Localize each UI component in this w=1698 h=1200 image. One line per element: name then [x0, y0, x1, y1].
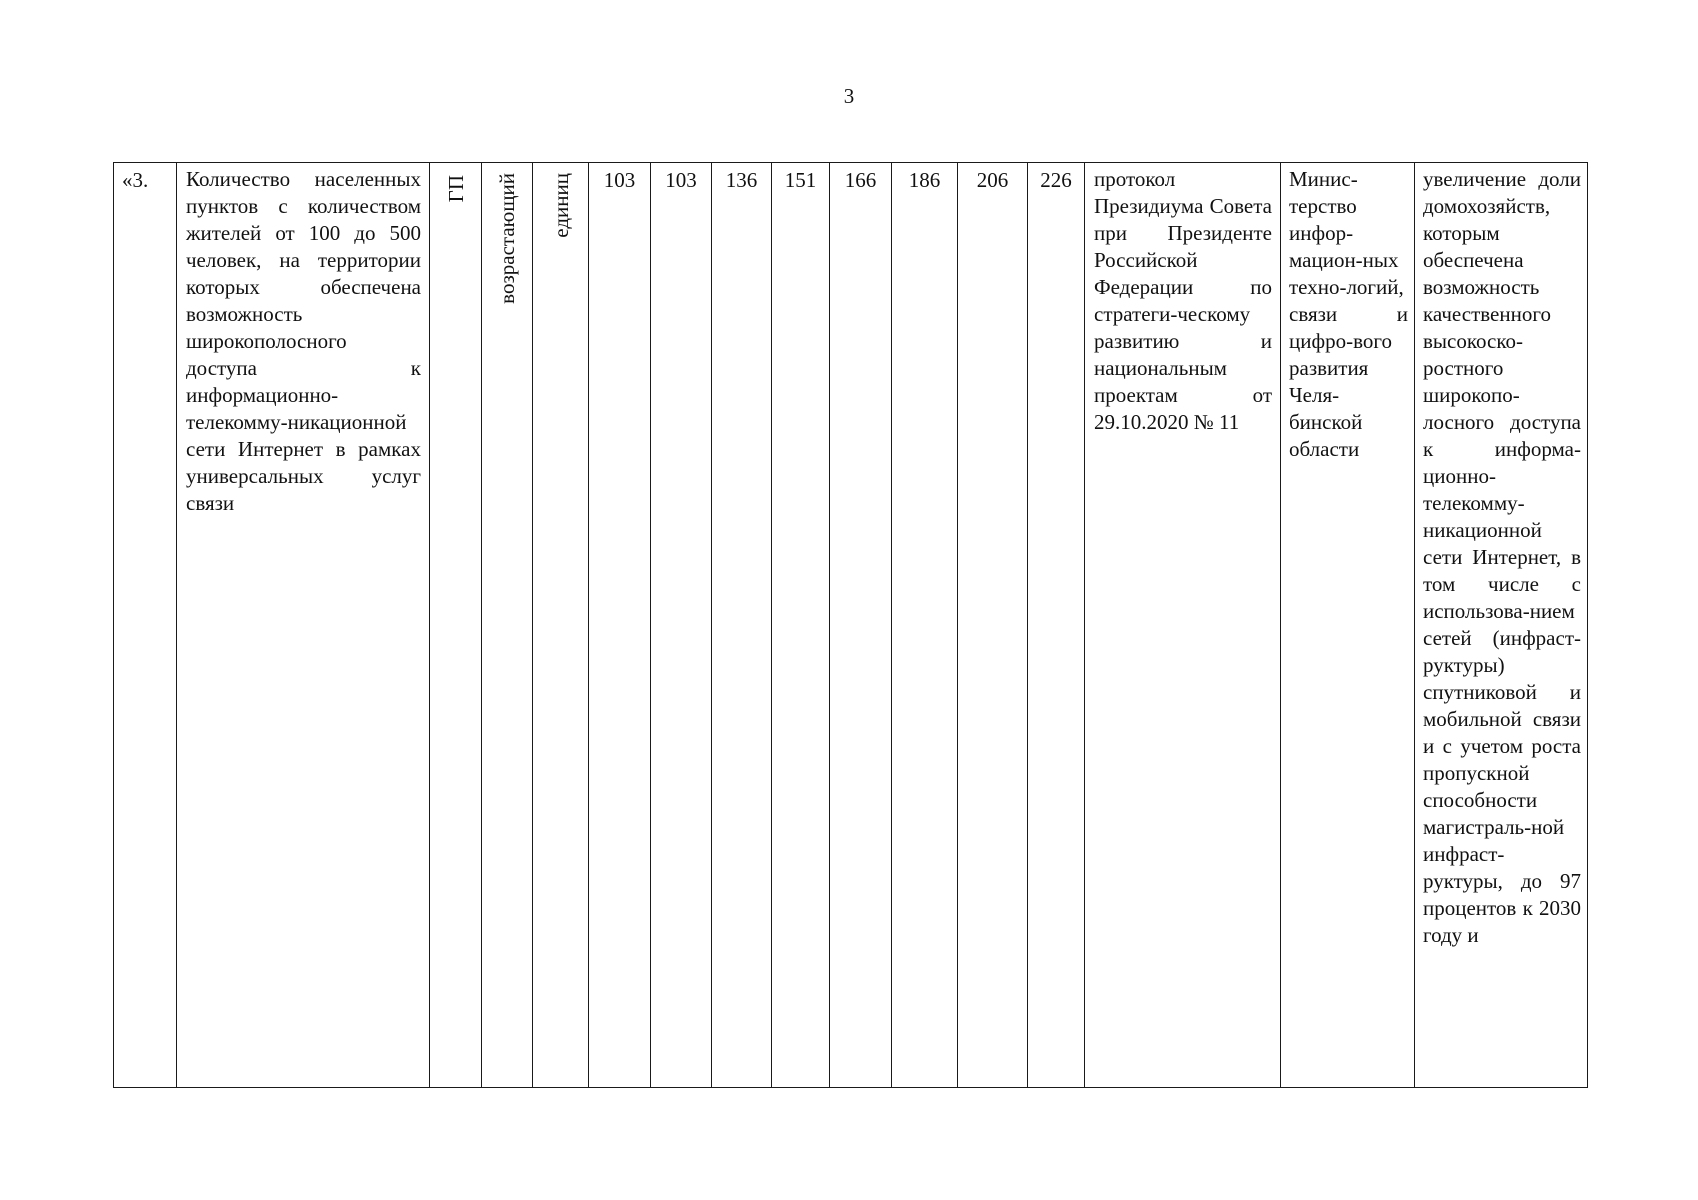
source-document: протокол Президиума Совета при Президенте Российской Федерации по стратеги-ческому развитию и национальным проектам от 29.10.2020 № 11	[1085, 163, 1281, 1088]
trend-label: возрастающий	[495, 173, 519, 304]
unit-label: единиц	[548, 173, 573, 238]
responsible-body: Минис-терство инфор-мацион-ных техно-логий, связи и цифро-вого развития Челя-бинской области	[1281, 163, 1415, 1088]
national-goal-connection: увеличение доли домохозяйств, которым обеспечена возможность качественного высокоско-ростного широкопо-лосного доступа к информа-ционно-телекомму-никационной сети Интернет, в том числе с использова-нием сетей (инфраст-руктуры) спутниковой и мобильной связи и с учетом роста пропускной способности магистраль-ной инфраст-руктуры, до 97 процентов к 2030 году и	[1415, 163, 1588, 1088]
trend-cell	[482, 163, 533, 1088]
indicator-name: Количество населенных пунктов с количеством жителей от 100 до 500 человек, на территории которых обеспечена возможность широкополосного доступа к информационно-телекомму-никационной сети Интернет в рамках универсальных услуг связи	[177, 163, 430, 1088]
value-year-1: 103	[651, 163, 712, 1088]
value-year-6: 206	[958, 163, 1028, 1088]
value-year-4: 166	[830, 163, 892, 1088]
indicators-table	[113, 162, 1588, 1088]
value-year-7: 226	[1028, 163, 1085, 1088]
level-label: ГП	[443, 175, 468, 203]
unit-cell	[533, 163, 589, 1088]
level-cell	[430, 163, 482, 1088]
value-year-2: 136	[712, 163, 772, 1088]
page-number: 3	[843, 84, 855, 108]
value-year-3: 151	[772, 163, 830, 1088]
value-base: 103	[589, 163, 651, 1088]
table-row	[114, 163, 1588, 1088]
row-number: «3.	[114, 163, 177, 1088]
value-year-5: 186	[892, 163, 958, 1088]
